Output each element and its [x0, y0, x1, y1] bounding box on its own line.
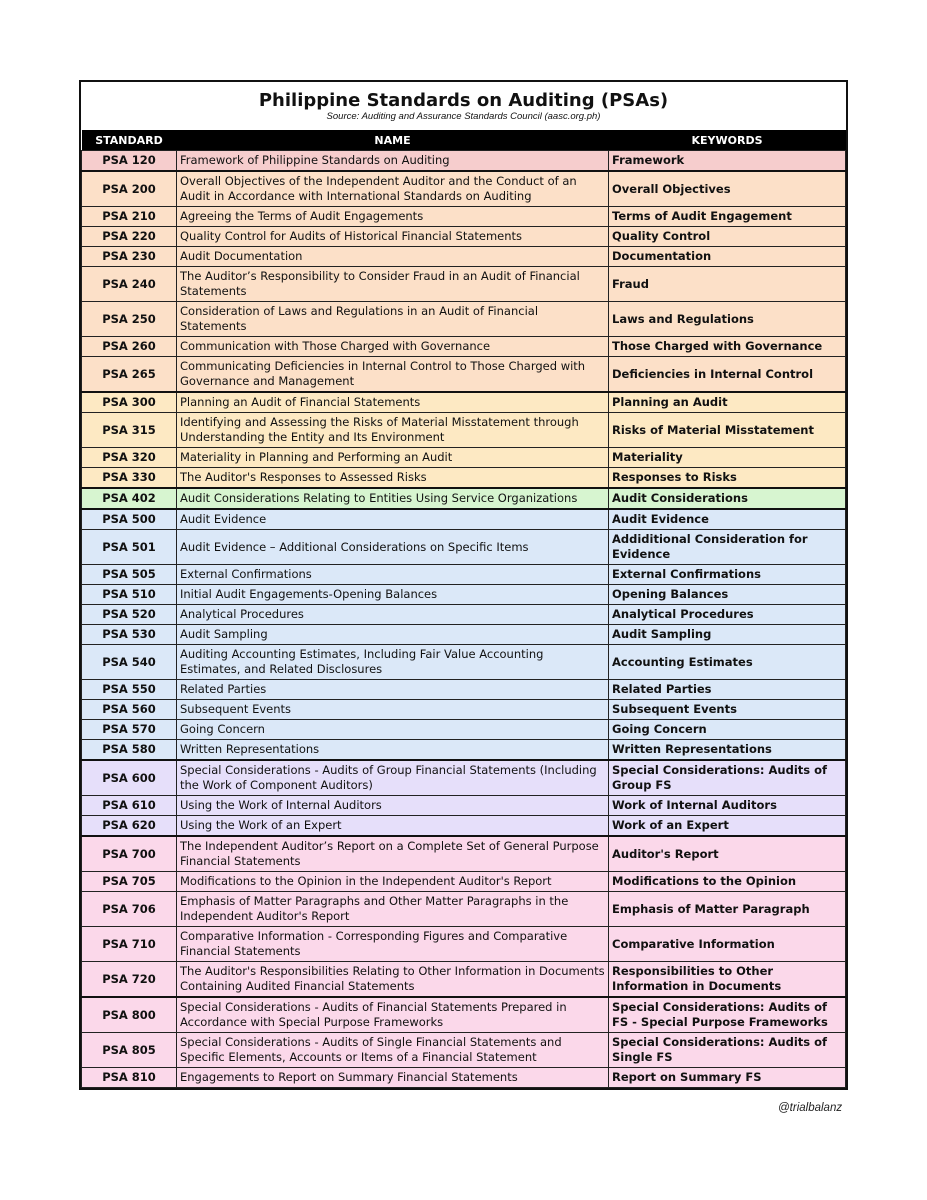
standard-name-cell: Quality Control for Audits of Historical Financial Statements — [177, 227, 609, 247]
keywords-cell: Risks of Material Misstatement — [609, 413, 846, 448]
standard-code-cell: PSA 250 — [82, 302, 177, 337]
standard-name-cell: Special Considerations - Audits of Financial Statements Prepared in Accordance with Special Purpose Frameworks — [177, 997, 609, 1033]
standard-code-cell: PSA 210 — [82, 207, 177, 227]
keywords-cell: Analytical Procedures — [609, 605, 846, 625]
table-row — [82, 892, 846, 927]
keywords-cell: Responses to Risks — [609, 468, 846, 489]
standard-name-cell: Comparative Information - Corresponding Figures and Comparative Financial Statements — [177, 927, 609, 962]
keywords-cell: Special Considerations: Audits of Single FS — [609, 1033, 846, 1068]
table-row — [82, 700, 846, 720]
table-row — [82, 337, 846, 357]
table-row — [82, 740, 846, 761]
table-row — [82, 392, 846, 413]
standard-name-cell: Identifying and Assessing the Risks of Material Misstatement through Understanding the Entity and Its Environment — [177, 413, 609, 448]
table-row — [82, 680, 846, 700]
table-row — [82, 585, 846, 605]
table-row — [82, 962, 846, 998]
table-row — [82, 530, 846, 565]
standard-code-cell: PSA 510 — [82, 585, 177, 605]
author-handle: @trialbalanz — [778, 1102, 843, 1114]
source-note: Source: Auditing and Assurance Standards Council (aasc.org.ph) — [326, 111, 601, 122]
standard-name-cell: Audit Sampling — [177, 625, 609, 645]
standard-name-cell: Modifications to the Opinion in the Independent Auditor's Report — [177, 872, 609, 892]
standard-code-cell: PSA 610 — [82, 796, 177, 816]
standard-code-cell: PSA 600 — [82, 760, 177, 796]
standard-code-cell: PSA 300 — [82, 392, 177, 413]
standard-code-cell: PSA 330 — [82, 468, 177, 489]
standard-code-cell: PSA 501 — [82, 530, 177, 565]
standard-name-cell: Consideration of Laws and Regulations in an Audit of Financial Statements — [177, 302, 609, 337]
keywords-cell: Modifications to the Opinion — [609, 872, 846, 892]
standard-name-cell: Using the Work of an Expert — [177, 816, 609, 837]
standard-code-cell: PSA 620 — [82, 816, 177, 837]
standard-name-cell: Special Considerations - Audits of Group Financial Statements (Including the Work of Component Auditors) — [177, 760, 609, 796]
table-row — [82, 645, 846, 680]
standards-table — [81, 130, 846, 1088]
standard-name-cell: External Confirmations — [177, 565, 609, 585]
keywords-cell: Special Considerations: Audits of FS - Special Purpose Frameworks — [609, 997, 846, 1033]
standard-name-cell: Using the Work of Internal Auditors — [177, 796, 609, 816]
keywords-cell: Emphasis of Matter Paragraph — [609, 892, 846, 927]
standard-code-cell: PSA 520 — [82, 605, 177, 625]
keywords-cell: Accounting Estimates — [609, 645, 846, 680]
keywords-cell: Audit Considerations — [609, 488, 846, 509]
title-block — [81, 82, 846, 130]
table-row — [82, 565, 846, 585]
standard-code-cell: PSA 230 — [82, 247, 177, 267]
keywords-cell: Subsequent Events — [609, 700, 846, 720]
standard-code-cell: PSA 560 — [82, 700, 177, 720]
keywords-cell: Related Parties — [609, 680, 846, 700]
standard-code-cell: PSA 240 — [82, 267, 177, 302]
standard-name-cell: Agreeing the Terms of Audit Engagements — [177, 207, 609, 227]
keywords-cell: Documentation — [609, 247, 846, 267]
standard-code-cell: PSA 265 — [82, 357, 177, 393]
standard-name-cell: Related Parties — [177, 680, 609, 700]
column-header-keywords: KEYWORDS — [609, 130, 846, 151]
standard-name-cell: Audit Evidence – Additional Considerations on Specific Items — [177, 530, 609, 565]
standard-name-cell: The Auditor's Responses to Assessed Risks — [177, 468, 609, 489]
standard-name-cell: Initial Audit Engagements-Opening Balances — [177, 585, 609, 605]
column-header-standard: STANDARD — [82, 130, 177, 151]
table-row — [82, 468, 846, 489]
standard-name-cell: Emphasis of Matter Paragraphs and Other Matter Paragraphs in the Independent Auditor's Report — [177, 892, 609, 927]
keywords-cell: Auditor's Report — [609, 836, 846, 872]
standard-code-cell: PSA 220 — [82, 227, 177, 247]
standard-code-cell: PSA 200 — [82, 171, 177, 207]
table-row — [82, 357, 846, 393]
standard-code-cell: PSA 710 — [82, 927, 177, 962]
standard-code-cell: PSA 540 — [82, 645, 177, 680]
standard-code-cell: PSA 120 — [82, 151, 177, 172]
standard-name-cell: Special Considerations - Audits of Single Financial Statements and Specific Elements, Accounts or Items of a Financial Statement — [177, 1033, 609, 1068]
standard-code-cell: PSA 800 — [82, 997, 177, 1033]
keywords-cell: Planning an Audit — [609, 392, 846, 413]
table-row — [82, 605, 846, 625]
keywords-cell: External Confirmations — [609, 565, 846, 585]
standard-name-cell: Analytical Procedures — [177, 605, 609, 625]
standard-code-cell: PSA 260 — [82, 337, 177, 357]
standard-code-cell: PSA 402 — [82, 488, 177, 509]
table-row — [82, 720, 846, 740]
keywords-cell: Work of Internal Auditors — [609, 796, 846, 816]
table-row — [82, 872, 846, 892]
keywords-cell: Audit Sampling — [609, 625, 846, 645]
standard-code-cell: PSA 570 — [82, 720, 177, 740]
keywords-cell: Audit Evidence — [609, 509, 846, 530]
standard-code-cell: PSA 720 — [82, 962, 177, 998]
table-row — [82, 760, 846, 796]
table-row — [82, 997, 846, 1033]
table-row — [82, 448, 846, 468]
keywords-cell: Deficiencies in Internal Control — [609, 357, 846, 393]
standard-name-cell: Auditing Accounting Estimates, Including Fair Value Accounting Estimates, and Related Disclosures — [177, 645, 609, 680]
standard-code-cell: PSA 706 — [82, 892, 177, 927]
standard-name-cell: Going Concern — [177, 720, 609, 740]
standard-code-cell: PSA 505 — [82, 565, 177, 585]
standard-name-cell: Communicating Deficiencies in Internal Control to Those Charged with Governance and Management — [177, 357, 609, 393]
table-row — [82, 151, 846, 172]
table-row — [82, 836, 846, 872]
keywords-cell: Quality Control — [609, 227, 846, 247]
keywords-cell: Framework — [609, 151, 846, 172]
table-row — [82, 302, 846, 337]
standard-code-cell: PSA 500 — [82, 509, 177, 530]
standard-code-cell: PSA 315 — [82, 413, 177, 448]
table-row — [82, 413, 846, 448]
standard-code-cell: PSA 810 — [82, 1068, 177, 1088]
standard-name-cell: Written Representations — [177, 740, 609, 761]
table-row — [82, 927, 846, 962]
keywords-cell: Report on Summary FS — [609, 1068, 846, 1088]
keywords-cell: Those Charged with Governance — [609, 337, 846, 357]
standard-name-cell: Audit Considerations Relating to Entities Using Service Organizations — [177, 488, 609, 509]
standard-name-cell: The Auditor's Responsibilities Relating to Other Information in Documents Containing Audited Financial Statements — [177, 962, 609, 998]
standard-code-cell: PSA 705 — [82, 872, 177, 892]
keywords-cell: Work of an Expert — [609, 816, 846, 837]
standard-name-cell: The Auditor’s Responsibility to Consider Fraud in an Audit of Financial Statements — [177, 267, 609, 302]
table-row — [82, 509, 846, 530]
table-row — [82, 207, 846, 227]
keywords-cell: Special Considerations: Audits of Group FS — [609, 760, 846, 796]
table-row — [82, 796, 846, 816]
psa-table-sheet — [79, 80, 848, 1090]
standard-name-cell: Audit Documentation — [177, 247, 609, 267]
keywords-cell: Opening Balances — [609, 585, 846, 605]
keywords-cell: Materiality — [609, 448, 846, 468]
table-row — [82, 816, 846, 837]
standard-code-cell: PSA 320 — [82, 448, 177, 468]
standard-name-cell: Materiality in Planning and Performing an Audit — [177, 448, 609, 468]
standard-code-cell: PSA 700 — [82, 836, 177, 872]
keywords-cell: Overall Objectives — [609, 171, 846, 207]
standard-code-cell: PSA 580 — [82, 740, 177, 761]
keywords-cell: Going Concern — [609, 720, 846, 740]
keywords-cell: Addiditional Consideration for Evidence — [609, 530, 846, 565]
table-row — [82, 247, 846, 267]
page-title: Philippine Standards on Auditing (PSAs) — [258, 90, 669, 111]
keywords-cell: Terms of Audit Engagement — [609, 207, 846, 227]
table-header-row — [82, 130, 846, 151]
keywords-cell: Responsibilities to Other Information in Documents — [609, 962, 846, 998]
table-row — [82, 625, 846, 645]
keywords-cell: Fraud — [609, 267, 846, 302]
standard-name-cell: Audit Evidence — [177, 509, 609, 530]
table-row — [82, 267, 846, 302]
standard-code-cell: PSA 530 — [82, 625, 177, 645]
standard-name-cell: Framework of Philippine Standards on Auditing — [177, 151, 609, 172]
standard-name-cell: Communication with Those Charged with Governance — [177, 337, 609, 357]
standard-name-cell: The Independent Auditor’s Report on a Complete Set of General Purpose Financial Statements — [177, 836, 609, 872]
table-row — [82, 171, 846, 207]
keywords-cell: Laws and Regulations — [609, 302, 846, 337]
keywords-cell: Written Representations — [609, 740, 846, 761]
standard-name-cell: Subsequent Events — [177, 700, 609, 720]
table-row — [82, 488, 846, 509]
table-row — [82, 1033, 846, 1068]
standard-code-cell: PSA 550 — [82, 680, 177, 700]
standard-name-cell: Planning an Audit of Financial Statements — [177, 392, 609, 413]
column-header-name: NAME — [177, 130, 609, 151]
table-row — [82, 227, 846, 247]
standard-name-cell: Engagements to Report on Summary Financial Statements — [177, 1068, 609, 1088]
standard-code-cell: PSA 805 — [82, 1033, 177, 1068]
table-row — [82, 1068, 846, 1088]
keywords-cell: Comparative Information — [609, 927, 846, 962]
standard-name-cell: Overall Objectives of the Independent Auditor and the Conduct of an Audit in Accordance with International Standards on Auditing — [177, 171, 609, 207]
table-body — [82, 151, 846, 1088]
